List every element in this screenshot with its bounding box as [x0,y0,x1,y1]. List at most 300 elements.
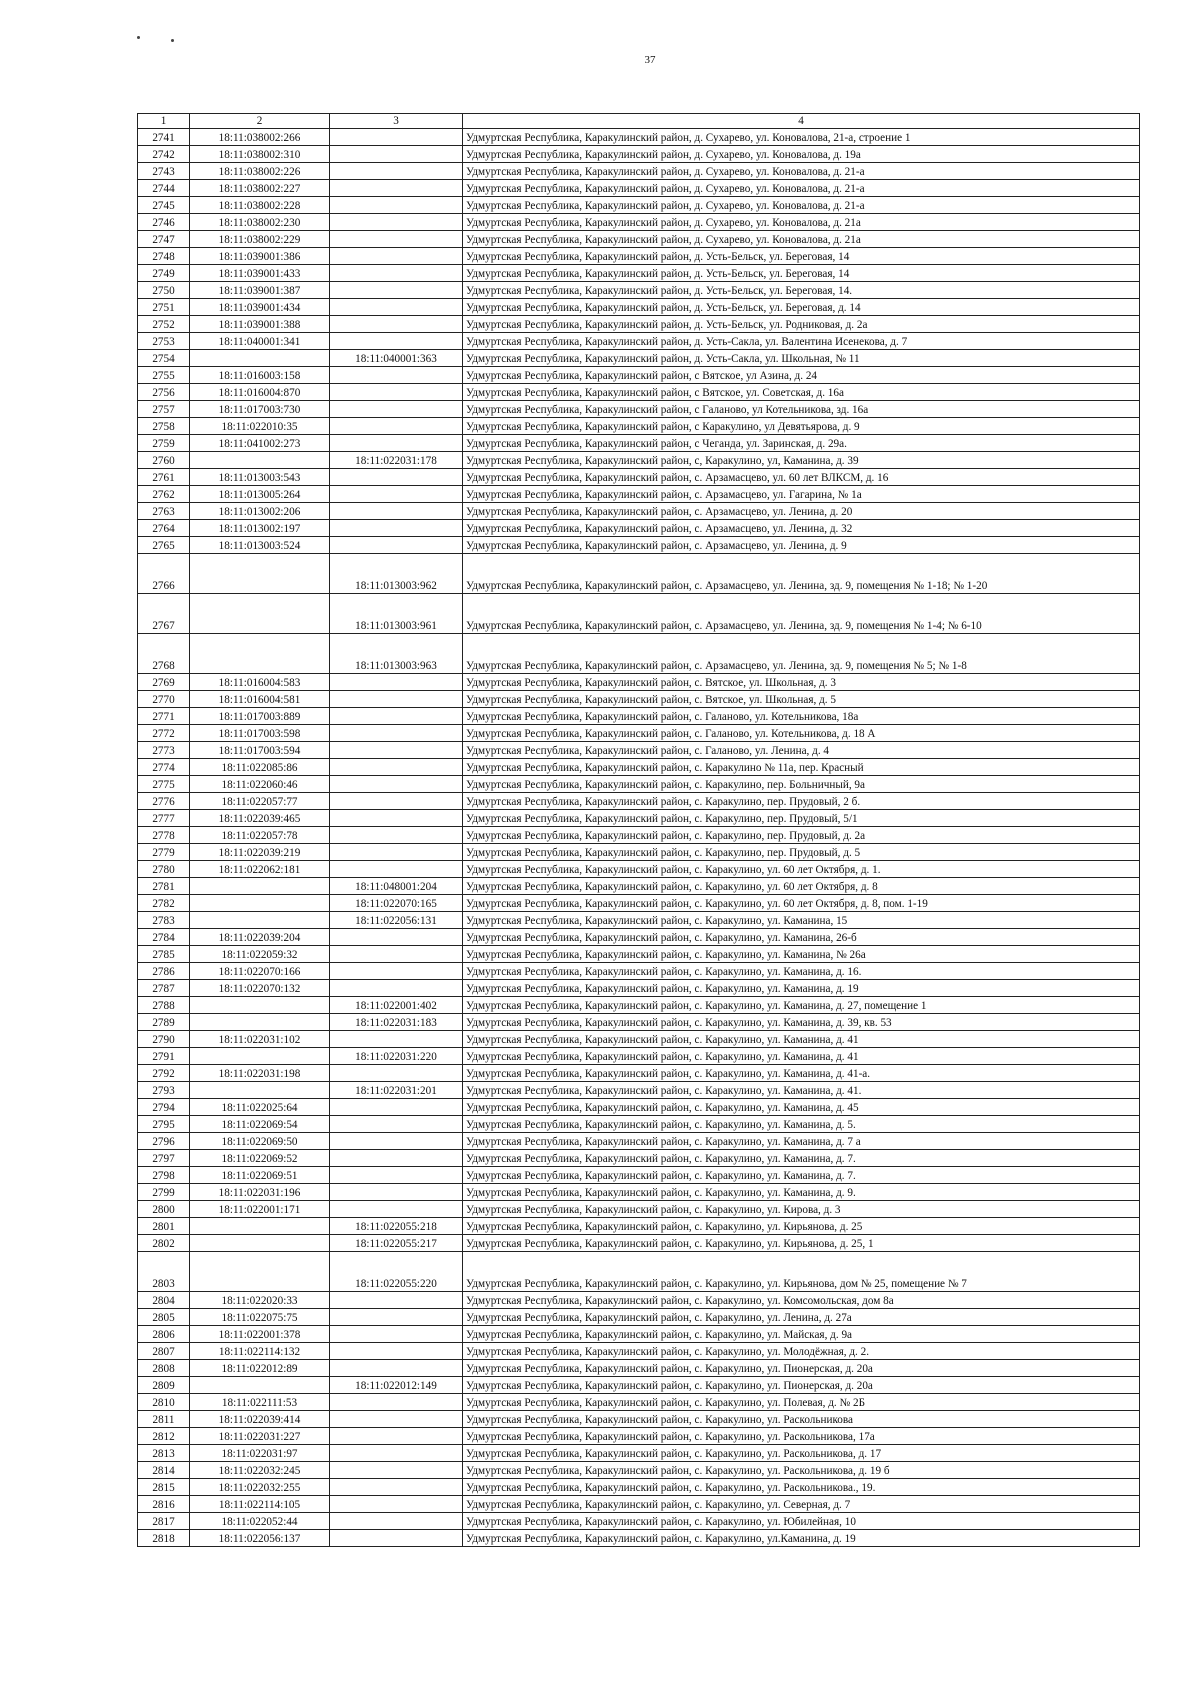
address: Удмуртская Республика, Каракулинский район, с. Каракулино, ул. Раскольникова, д. 17 [463,1445,1140,1462]
address: Удмуртская Республика, Каракулинский район, с. Каракулино, ул. Каманина, д. 27, помещение 1 [463,997,1140,1014]
cadastral-number-building: 18:11:013003:962 [330,554,463,594]
table-row [138,333,1140,350]
cadastral-number-land [190,895,330,912]
cadastral-number-land: 18:11:022001:171 [190,1201,330,1218]
cadastral-number-building [330,1496,463,1513]
row-number: 2776 [138,793,190,810]
table-row [138,929,1140,946]
cadastral-number-building [330,861,463,878]
address: Удмуртская Республика, Каракулинский район, с. Каракулино, ул. Полевая, д. № 2Б [463,1394,1140,1411]
address: Удмуртская Республика, Каракулинский район, с. Каракулино, ул. Юбилейная, 10 [463,1513,1140,1530]
row-number: 2790 [138,1031,190,1048]
cadastral-number-land: 18:11:022085:86 [190,759,330,776]
address: Удмуртская Республика, Каракулинский район, с. Каракулино, ул. Каманина, д. 41 [463,1048,1140,1065]
cadastral-number-building [330,503,463,520]
cadastral-number-land: 18:11:022070:132 [190,980,330,997]
address: Удмуртская Республика, Каракулинский район, с. Каракулино, ул. Каманина, д. 41 [463,1031,1140,1048]
row-number: 2756 [138,384,190,401]
table-row [138,691,1140,708]
address: Удмуртская Республика, Каракулинский район, с. Арзамасцево, ул. Ленина, д. 20 [463,503,1140,520]
cadastral-number-land: 18:11:022069:52 [190,1150,330,1167]
row-number: 2806 [138,1326,190,1343]
cadastral-number-land: 18:11:022114:132 [190,1343,330,1360]
cadastral-number-land: 18:11:022059:32 [190,946,330,963]
cadastral-number-building [330,129,463,146]
cadastral-number-land: 18:11:039001:388 [190,316,330,333]
row-number: 2761 [138,469,190,486]
table-header-row [138,114,1140,129]
cadastral-number-building [330,197,463,214]
table-row [138,1133,1140,1150]
cadastral-number-building [330,435,463,452]
table-row [138,1099,1140,1116]
address: Удмуртская Республика, Каракулинский район, с. Каракулино, ул. Комсомольская, дом 8а [463,1292,1140,1309]
row-number: 2767 [138,594,190,634]
row-number: 2792 [138,1065,190,1082]
address: Удмуртская Республика, Каракулинский район, с. Каракулино, ул. Кирьянова, д. 25 [463,1218,1140,1235]
cadastral-number-building [330,1479,463,1496]
table-row [138,980,1140,997]
cadastral-number-building [330,520,463,537]
scan-speck [171,39,174,42]
row-number: 2763 [138,503,190,520]
cadastral-number-building: 18:11:022031:178 [330,452,463,469]
address: Удмуртская Республика, Каракулинский район, с. Арзамасцево, ул. Ленина, д. 32 [463,520,1140,537]
row-number: 2818 [138,1530,190,1547]
cadastral-number-building: 18:11:013003:961 [330,594,463,634]
cadastral-number-land: 18:11:022001:378 [190,1326,330,1343]
row-number: 2750 [138,282,190,299]
table-row [138,878,1140,895]
address: Удмуртская Республика, Каракулинский район, с. Каракулино, ул. Каманина, 15 [463,912,1140,929]
address: Удмуртская Республика, Каракулинский район, д. Усть-Бельск, ул. Родниковая, д. 2а [463,316,1140,333]
cadastral-number-land: 18:11:022031:97 [190,1445,330,1462]
cadastral-number-land: 18:11:039001:386 [190,248,330,265]
table-body [138,129,1140,1547]
row-number: 2807 [138,1343,190,1360]
cadastral-number-building [330,1309,463,1326]
column-header: 2 [190,114,330,129]
cadastral-number-building [330,333,463,350]
table-row [138,537,1140,554]
address: Удмуртская Республика, Каракулинский район, с. Вятское, ул. Школьная, д. 3 [463,674,1140,691]
row-number: 2786 [138,963,190,980]
cadastral-number-building [330,1411,463,1428]
address: Удмуртская Республика, Каракулинский район, с. Каракулино, ул. Каманина, д. 45 [463,1099,1140,1116]
address: Удмуртская Республика, Каракулинский район, д. Сухарево, ул. Коновалова, д. 21а [463,214,1140,231]
table-row [138,197,1140,214]
address: Удмуртская Республика, Каракулинский район, с. Каракулино, пер. Больничный, 9а [463,776,1140,793]
address: Удмуртская Республика, Каракулинский район, с. Арзамасцево, ул. Гагарина, № 1а [463,486,1140,503]
row-number: 2811 [138,1411,190,1428]
cadastral-number-land: 18:11:022069:51 [190,1167,330,1184]
address: Удмуртская Республика, Каракулинский район, д. Сухарево, ул. Коновалова, д. 21-а [463,197,1140,214]
address: Удмуртская Республика, Каракулинский район, с. Каракулино, ул. Кирьянова, дом № 25, помещение № 7 [463,1252,1140,1292]
address: Удмуртская Республика, Каракулинский район, с. Каракулино, ул. Северная, д. 7 [463,1496,1140,1513]
table-row [138,418,1140,435]
table-row [138,1150,1140,1167]
cadastral-number-land: 18:11:022010:35 [190,418,330,435]
table-row [138,1218,1140,1235]
table-row [138,1252,1140,1292]
cadastral-number-land: 18:11:022114:105 [190,1496,330,1513]
row-number: 2771 [138,708,190,725]
cadastral-number-building [330,793,463,810]
address: Удмуртская Республика, Каракулинский район, с. Каракулино, ул. Каманина, 26-б [463,929,1140,946]
cadastral-number-land [190,1252,330,1292]
table-row [138,776,1140,793]
row-number: 2751 [138,299,190,316]
row-number: 2778 [138,827,190,844]
cadastral-number-building: 18:11:022070:165 [330,895,463,912]
cadastral-number-building [330,1065,463,1082]
table-row [138,1411,1140,1428]
table-row [138,231,1140,248]
table-row [138,146,1140,163]
address: Удмуртская Республика, Каракулинский район, с. Каракулино, ул. 60 лет Октября, д. 8 [463,878,1140,895]
row-number: 2793 [138,1082,190,1099]
cadastral-number-land: 18:11:022056:137 [190,1530,330,1547]
row-number: 2802 [138,1235,190,1252]
table-row [138,1394,1140,1411]
cadastral-number-building [330,1428,463,1445]
page-number: 37 [644,54,656,66]
row-number: 2770 [138,691,190,708]
row-number: 2757 [138,401,190,418]
table-row [138,1082,1140,1099]
cadastral-number-building [330,1462,463,1479]
cadastral-number-land [190,554,330,594]
table-row [138,452,1140,469]
cadastral-number-building [330,776,463,793]
cadastral-number-land: 18:11:013002:206 [190,503,330,520]
cadastral-number-land: 18:11:022031:227 [190,1428,330,1445]
table-row [138,1428,1140,1445]
address: Удмуртская Республика, Каракулинский район, д. Усть-Бельск, ул. Береговая, 14 [463,248,1140,265]
cadastral-number-land: 18:11:022039:204 [190,929,330,946]
table-row [138,1326,1140,1343]
table-row [138,708,1140,725]
cadastral-number-land: 18:11:013003:524 [190,537,330,554]
address: Удмуртская Республика, Каракулинский район, с. Арзамасцево, ул. 60 лет ВЛКСМ, д. 16 [463,469,1140,486]
row-number: 2743 [138,163,190,180]
cadastral-number-land [190,1235,330,1252]
table-row [138,946,1140,963]
cadastral-number-land [190,878,330,895]
address: Удмуртская Республика, Каракулинский район, с. Каракулино, ул. Ленина, д. 27а [463,1309,1140,1326]
row-number: 2783 [138,912,190,929]
table-row [138,844,1140,861]
row-number: 2781 [138,878,190,895]
address: Удмуртская Республика, Каракулинский район, с, Каракулино, ул, Каманина, д. 39 [463,452,1140,469]
cadastral-number-building: 18:11:022056:131 [330,912,463,929]
address: Удмуртская Республика, Каракулинский район, с. Каракулино, ул. Каманина, д. 7 а [463,1133,1140,1150]
cadastral-number-building: 18:11:022012:149 [330,1377,463,1394]
table-row [138,742,1140,759]
cadastral-number-building [330,231,463,248]
cadastral-number-building [330,146,463,163]
row-number: 2755 [138,367,190,384]
cadastral-number-land: 18:11:022039:414 [190,1411,330,1428]
table-row [138,759,1140,776]
cadastral-number-land [190,594,330,634]
cadastral-number-land [190,912,330,929]
row-number: 2816 [138,1496,190,1513]
table-row [138,634,1140,674]
table-row [138,1014,1140,1031]
cadastral-number-land: 18:11:038002:266 [190,129,330,146]
row-number: 2813 [138,1445,190,1462]
table-row [138,810,1140,827]
table-row [138,1377,1140,1394]
table-row [138,469,1140,486]
row-number: 2810 [138,1394,190,1411]
table-row [138,1343,1140,1360]
row-number: 2784 [138,929,190,946]
cadastral-number-building [330,282,463,299]
cadastral-number-building [330,1201,463,1218]
cadastral-number-building: 18:11:022031:183 [330,1014,463,1031]
cadastral-number-building [330,946,463,963]
cadastral-number-building [330,674,463,691]
cadastral-number-building [330,1150,463,1167]
row-number: 2765 [138,537,190,554]
address: Удмуртская Республика, Каракулинский район, д. Усть-Сакла, ул. Школьная, № 11 [463,350,1140,367]
cadastral-number-land: 18:11:038002:230 [190,214,330,231]
cadastral-number-land: 18:11:016004:870 [190,384,330,401]
address: Удмуртская Республика, Каракулинский район, с. Каракулино, ул. Каманина, д. 39, кв. 53 [463,1014,1140,1031]
cadastral-number-land: 18:11:013005:264 [190,486,330,503]
table-row [138,1513,1140,1530]
row-number: 2815 [138,1479,190,1496]
address: Удмуртская Республика, Каракулинский район, с. Каракулино, ул. Раскольникова, д. 19 б [463,1462,1140,1479]
cadastral-number-land: 18:11:022031:196 [190,1184,330,1201]
table-row [138,997,1140,1014]
cadastral-number-building: 18:11:022055:217 [330,1235,463,1252]
cadastral-number-land: 18:11:016004:583 [190,674,330,691]
cadastral-number-building [330,248,463,265]
table-row [138,282,1140,299]
address: Удмуртская Республика, Каракулинский район, с. Каракулино, ул. Раскольникова., 19. [463,1479,1140,1496]
cadastral-number-building [330,929,463,946]
row-number: 2777 [138,810,190,827]
row-number: 2753 [138,333,190,350]
table-row [138,1479,1140,1496]
row-number: 2801 [138,1218,190,1235]
cadastral-number-building [330,980,463,997]
row-number: 2809 [138,1377,190,1394]
cadastral-number-land: 18:11:022057:78 [190,827,330,844]
address: Удмуртская Республика, Каракулинский район, д. Усть-Бельск, ул. Береговая, д. 14 [463,299,1140,316]
address: Удмуртская Республика, Каракулинский район, с. Каракулино, ул. Каманина, д. 7. [463,1167,1140,1184]
table-row [138,1201,1140,1218]
scan-speck [137,36,140,39]
cadastral-number-building: 18:11:022055:220 [330,1252,463,1292]
row-number: 2742 [138,146,190,163]
cadastral-number-building [330,1184,463,1201]
cadastral-number-building [330,163,463,180]
cadastral-number-building [330,316,463,333]
row-number: 2817 [138,1513,190,1530]
table-row [138,1167,1140,1184]
cadastral-number-land: 18:11:022025:64 [190,1099,330,1116]
cadastral-number-land: 18:11:039001:434 [190,299,330,316]
cadastral-number-land: 18:11:022039:465 [190,810,330,827]
cadastral-number-building: 18:11:013003:963 [330,634,463,674]
cadastral-number-building [330,1343,463,1360]
row-number: 2785 [138,946,190,963]
address: Удмуртская Республика, Каракулинский район, с Галаново, ул Котельникова, зд. 16а [463,401,1140,418]
row-number: 2812 [138,1428,190,1445]
row-number: 2762 [138,486,190,503]
address: Удмуртская Республика, Каракулинский район, с. Каракулино, ул. Пионерская, д. 20а [463,1360,1140,1377]
column-header: 1 [138,114,190,129]
cadastral-number-building [330,1167,463,1184]
address: Удмуртская Республика, Каракулинский район, с. Арзамасцево, ул. Ленина, д. 9 [463,537,1140,554]
cadastral-number-land [190,997,330,1014]
row-number: 2749 [138,265,190,282]
row-number: 2764 [138,520,190,537]
cadastral-number-land: 18:11:017003:889 [190,708,330,725]
address: Удмуртская Республика, Каракулинский район, с. Каракулино, ул. 60 лет Октября, д. 8, пом. 1-19 [463,895,1140,912]
cadastral-number-building [330,1031,463,1048]
cadastral-number-land: 18:11:022032:245 [190,1462,330,1479]
table-row [138,486,1140,503]
row-number: 2788 [138,997,190,1014]
address: Удмуртская Республика, Каракулинский район, д. Усть-Бельск, ул. Береговая, 14. [463,282,1140,299]
address: Удмуртская Республика, Каракулинский район, с. Вятское, ул. Школьная, д. 5 [463,691,1140,708]
cadastral-number-building [330,1445,463,1462]
row-number: 2789 [138,1014,190,1031]
cadastral-number-building [330,214,463,231]
table-row [138,1184,1140,1201]
cadastral-number-land: 18:11:022039:219 [190,844,330,861]
address: Удмуртская Республика, Каракулинский район, с. Каракулино, ул. 60 лет Октября, д. 1. [463,861,1140,878]
table-row [138,316,1140,333]
cadastral-number-land: 18:11:039001:387 [190,282,330,299]
row-number: 2769 [138,674,190,691]
cadastral-number-building [330,742,463,759]
table-row [138,503,1140,520]
table-row [138,1031,1140,1048]
row-number: 2768 [138,634,190,674]
address: Удмуртская Республика, Каракулинский район, с. Каракулино, ул. Молодёжная, д. 2. [463,1343,1140,1360]
row-number: 2752 [138,316,190,333]
cadastral-number-land: 18:11:022031:198 [190,1065,330,1082]
table-row [138,401,1140,418]
cadastral-number-land: 18:11:017003:730 [190,401,330,418]
cadastral-number-building [330,1360,463,1377]
cadastral-number-building [330,1292,463,1309]
address: Удмуртская Республика, Каракулинский район, с. Каракулино, пер. Прудовый, д. 5 [463,844,1140,861]
table-row [138,827,1140,844]
cadastral-number-land: 18:11:022020:33 [190,1292,330,1309]
address: Удмуртская Республика, Каракулинский район, с. Арзамасцево, ул. Ленина, зд. 9, помещения № 1-18; № 1-20 [463,554,1140,594]
cadastral-number-land [190,1377,330,1394]
address: Удмуртская Республика, Каракулинский район, с. Каракулино, ул. Раскольникова [463,1411,1140,1428]
cadastral-number-land: 18:11:022032:255 [190,1479,330,1496]
address: Удмуртская Республика, Каракулинский район, с. Каракулино, ул. Кирьянова, д. 25, 1 [463,1235,1140,1252]
cadastral-number-land: 18:11:039001:433 [190,265,330,282]
cadastral-number-building [330,810,463,827]
address: Удмуртская Республика, Каракулинский район, д. Усть-Сакла, ул. Валентина Исенекова, д. 7 [463,333,1140,350]
cadastral-number-land: 18:11:022031:102 [190,1031,330,1048]
cadastral-number-land: 18:11:017003:598 [190,725,330,742]
cadastral-number-land: 18:11:022062:181 [190,861,330,878]
row-number: 2774 [138,759,190,776]
cadastral-number-building [330,537,463,554]
row-number: 2747 [138,231,190,248]
address: Удмуртская Республика, Каракулинский район, с. Арзамасцево, ул. Ленина, зд. 9, помещения № 5; № 1-8 [463,634,1140,674]
address: Удмуртская Республика, Каракулинский район, с Каракулино, ул Девятьярова, д. 9 [463,418,1140,435]
cadastral-number-building [330,963,463,980]
table-row [138,1530,1140,1547]
cadastral-number-land: 18:11:022052:44 [190,1513,330,1530]
address: Удмуртская Республика, Каракулинский район, с. Арзамасцево, ул. Ленина, зд. 9, помещения № 1-4; № 6-10 [463,594,1140,634]
row-number: 2746 [138,214,190,231]
cadastral-number-land [190,1048,330,1065]
row-number: 2787 [138,980,190,997]
row-number: 2780 [138,861,190,878]
table-row [138,163,1140,180]
address: Удмуртская Республика, Каракулинский район, с. Каракулино, ул. Каманина, д. 41-а. [463,1065,1140,1082]
row-number: 2791 [138,1048,190,1065]
table-row [138,248,1140,265]
cadastral-number-building [330,725,463,742]
cadastral-number-land: 18:11:038002:227 [190,180,330,197]
cadastral-number-land [190,1014,330,1031]
table-row [138,214,1140,231]
row-number: 2760 [138,452,190,469]
table-row [138,674,1140,691]
table-row [138,520,1140,537]
cadastral-number-building [330,1326,463,1343]
row-number: 2773 [138,742,190,759]
row-number: 2758 [138,418,190,435]
table-row [138,1048,1140,1065]
address: Удмуртская Республика, Каракулинский район, с. Каракулино, ул. Каманина, д. 9. [463,1184,1140,1201]
address: Удмуртская Республика, Каракулинский район, д. Сухарево, ул. Коновалова, д. 19а [463,146,1140,163]
table-row [138,1235,1140,1252]
cadastral-number-land: 18:11:017003:594 [190,742,330,759]
cadastral-number-land: 18:11:016004:581 [190,691,330,708]
cadastral-number-building [330,691,463,708]
cadastral-number-building [330,299,463,316]
cadastral-number-land: 18:11:022012:89 [190,1360,330,1377]
cadastral-number-building [330,418,463,435]
row-number: 2795 [138,1116,190,1133]
address: Удмуртская Республика, Каракулинский район, с. Каракулино, пер. Прудовый, 2 б. [463,793,1140,810]
address: Удмуртская Республика, Каракулинский район, с. Каракулино, ул. Каманина, д. 16. [463,963,1140,980]
table-row [138,912,1140,929]
cadastral-number-land: 18:11:022070:166 [190,963,330,980]
cadastral-number-building [330,1394,463,1411]
row-number: 2814 [138,1462,190,1479]
cadastral-number-building [330,759,463,776]
address: Удмуртская Республика, Каракулинский район, с. Каракулино, ул. Майская, д. 9а [463,1326,1140,1343]
cadastral-number-building: 18:11:022055:218 [330,1218,463,1235]
address: Удмуртская Республика, Каракулинский район, д. Сухарево, ул. Коновалова, 21-а, строение 1 [463,129,1140,146]
address: Удмуртская Республика, Каракулинский район, с. Каракулино, ул. Каманина, д. 41. [463,1082,1140,1099]
cadastral-number-land [190,350,330,367]
cadastral-number-land: 18:11:040001:341 [190,333,330,350]
address: Удмуртская Республика, Каракулинский район, д. Сухарево, ул. Коновалова, д. 21а [463,231,1140,248]
table-row [138,1116,1140,1133]
row-number: 2794 [138,1099,190,1116]
table-row [138,299,1140,316]
table-row [138,1309,1140,1326]
table-row [138,1462,1140,1479]
